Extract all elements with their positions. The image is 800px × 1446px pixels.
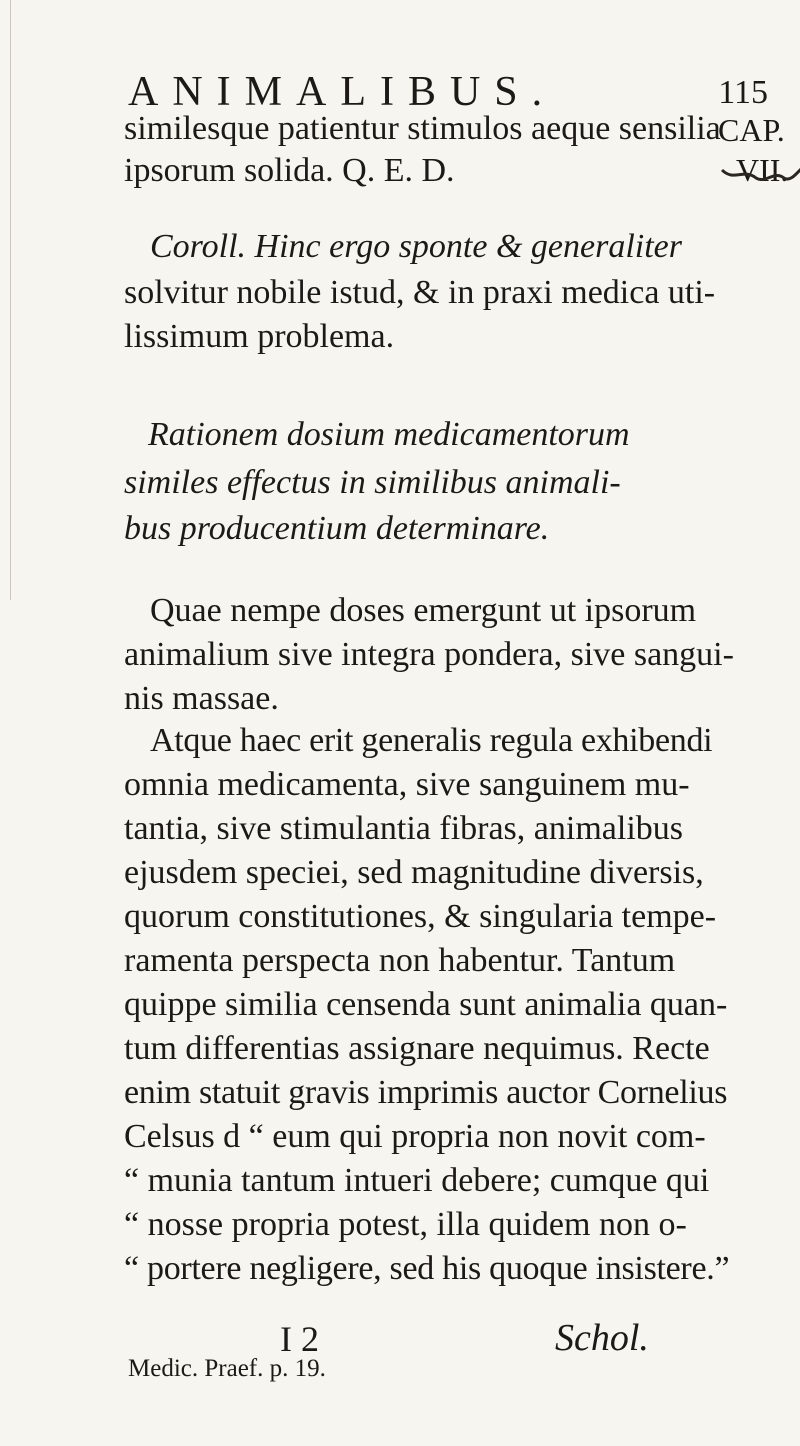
text-line: ejusdem speciei, sed magnitudine diversis, <box>124 854 704 891</box>
heading-line: bus producentium determinare. <box>124 510 550 547</box>
text-line: Celsus d “ eum qui propria non novit com- <box>124 1118 706 1155</box>
text-line: Atque haec erit generalis regula exhibendi <box>150 722 713 759</box>
text-line: ipsorum solida. Q. E. D. <box>124 152 455 189</box>
text-line: Quae nempe doses emergunt ut ipsorum <box>150 592 697 629</box>
heading-line: similes effectus in similibus animali- <box>124 464 621 501</box>
text-line: tantia, sive stimulantia fibras, animalibus <box>124 810 683 847</box>
text-line: “ portere negligere, sed his quoque insistere.” <box>124 1250 730 1287</box>
flourish-ornament <box>720 164 800 188</box>
footnote: Medic. Praef. p. 19. <box>128 1355 326 1382</box>
text-line: similesque patientur stimulos aeque sensilia <box>124 110 721 147</box>
gutter-edge <box>10 0 11 600</box>
text-line: “ nosse propria potest, illa quidem non o- <box>124 1206 687 1243</box>
running-title: ANIMALIBUS. <box>128 69 557 115</box>
text-line: nis massae. <box>124 680 279 717</box>
text-line: ramenta perspecta non habentur. Tantum <box>124 942 676 979</box>
text-line: lissimum problema. <box>124 318 395 355</box>
catchword: Schol. <box>555 1317 649 1359</box>
heading-line: Rationem dosium medicamentorum <box>148 416 630 453</box>
text-line: Coroll. Hinc ergo sponte & generaliter <box>150 228 682 265</box>
signature-mark: I 2 <box>280 1319 319 1359</box>
text-line: omnia medicamenta, sive sanguinem mu- <box>124 766 690 803</box>
text-line: solvitur nobile istud, & in praxi medica uti- <box>124 274 716 311</box>
text-line: quippe similia censenda sunt animalia quan- <box>124 986 728 1023</box>
text-line: tum differentias assignare nequimus. Recte <box>124 1030 710 1067</box>
margin-chapter-number: VII. <box>736 152 789 188</box>
text-line: quorum constitutiones, & singularia tempe- <box>124 898 717 935</box>
page-number: 115 <box>718 74 768 111</box>
corollary-line <box>150 230 682 264</box>
text-line: animalium sive integra pondera, sive sangui- <box>124 636 734 673</box>
margin-cap: CAP. <box>718 112 785 148</box>
text-line: enim statuit gravis imprimis auctor Cornelius <box>124 1074 728 1111</box>
text-line: “ munia tantum intueri debere; cumque qui <box>124 1162 710 1199</box>
